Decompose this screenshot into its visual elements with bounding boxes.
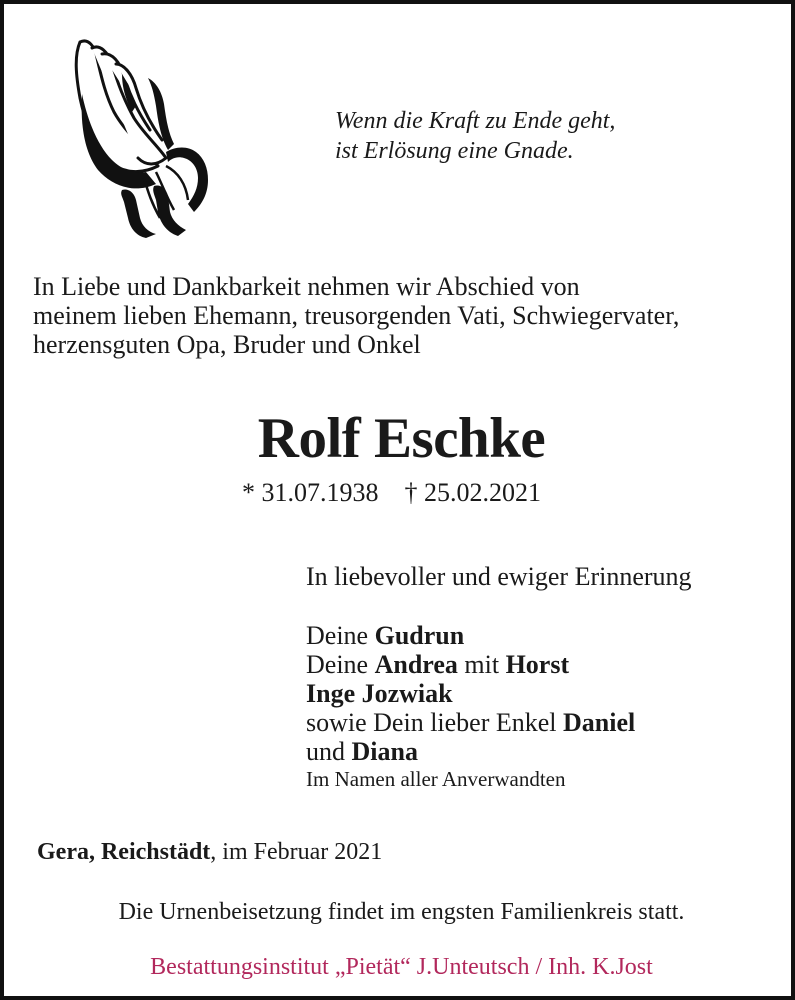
memory-line: In liebevoller und ewiger Erinnerung [306, 562, 692, 591]
family-line-5-prefix: und [306, 737, 345, 766]
family-line-4-prefix: sowie Dein lieber Enkel [306, 708, 557, 737]
family-name-horst: Horst [505, 650, 570, 679]
deceased-name: Rolf Eschke [257, 407, 546, 470]
motto-line-1: Wenn die Kraft zu Ende geht, [335, 108, 616, 134]
family-line-2 [306, 650, 635, 679]
family-line-1 [306, 621, 635, 650]
family-line-5 [306, 737, 635, 766]
birth-date: * 31.07.1938 [242, 478, 379, 507]
family-name-diana: Diana [351, 737, 418, 766]
family-name-andrea: Andrea [374, 650, 458, 679]
intro-line-3: herzensguten Opa, Bruder und Onkel [33, 330, 421, 359]
family-line-1-prefix: Deine [306, 621, 369, 650]
motto-quote [335, 106, 755, 166]
family-line-2-mid: mit [464, 650, 500, 679]
family-line-3 [306, 679, 635, 708]
family-name-daniel: Daniel [563, 708, 636, 737]
motto-line-2: ist Erlösung eine Gnade. [335, 138, 574, 164]
family-line-6: Im Namen aller Anverwandten [306, 767, 566, 791]
praying-hands-icon [62, 34, 212, 239]
intro-text [33, 272, 778, 359]
undertaker-credit: Bestattungsinstitut „Pietät“ J.Unteutsch / Inh. K.Jost [150, 954, 653, 980]
family-list [306, 621, 635, 792]
place-name: Gera, Reichstädt [37, 839, 211, 865]
life-dates [242, 478, 541, 508]
intro-line-2: meinem lieben Ehemann, treusorgenden Vati, Schwiegervater, [33, 301, 680, 330]
family-line-4 [306, 708, 635, 737]
family-name-inge: Inge Jozwiak [306, 679, 453, 708]
place-date [37, 837, 382, 867]
family-line-2-prefix: Deine [306, 650, 369, 679]
intro-line-1: In Liebe und Dankbarkeit nehmen wir Abschied von [33, 272, 580, 301]
place-date-rest: , im Februar 2021 [210, 839, 383, 865]
death-date: † 25.02.2021 [404, 478, 541, 507]
burial-note: Die Urnenbeisetzung findet im engsten Familienkreis statt. [118, 899, 685, 925]
family-name-gudrun: Gudrun [374, 621, 465, 650]
